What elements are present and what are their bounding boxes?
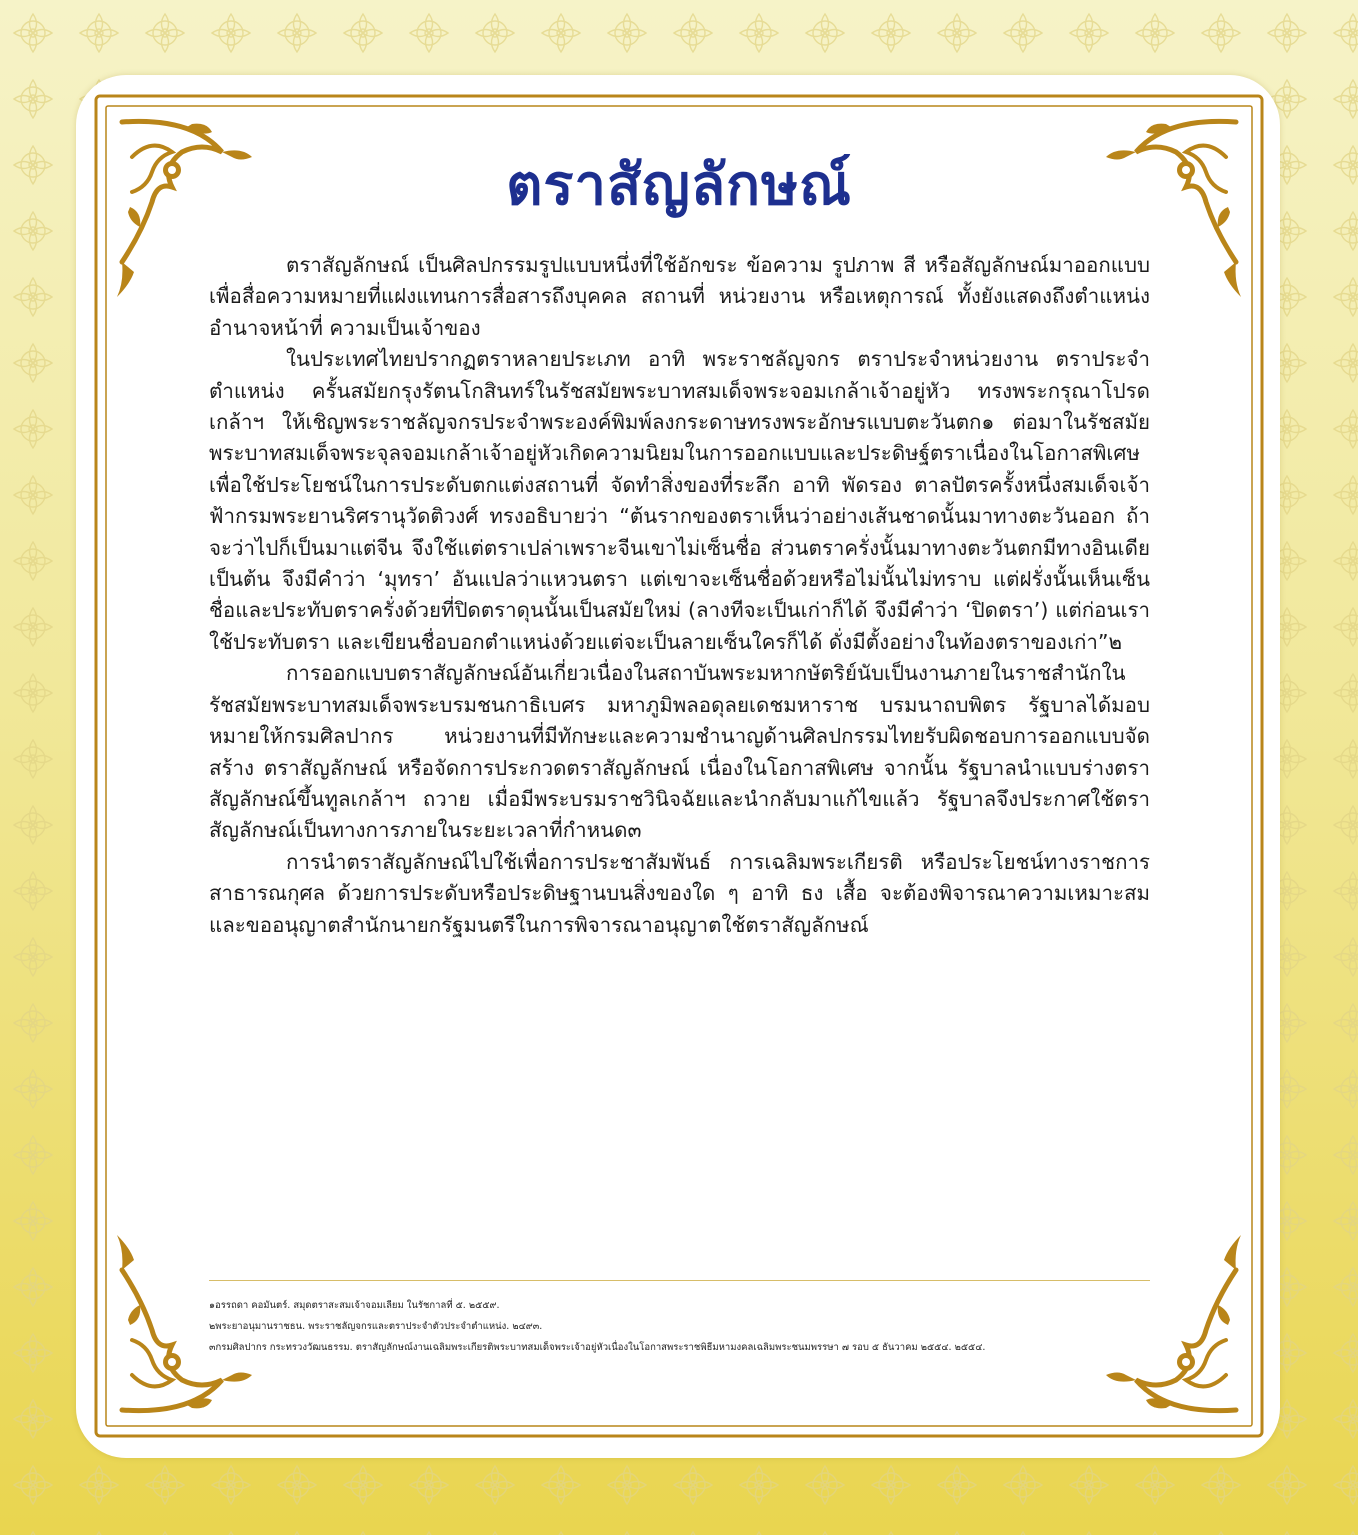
- footnote: ๑อรรถดา คอมันตร์. สมุดตราสะสมเจ้าจอมเลียม ในรัชกาลที่ ๕. ๒๕๕๙.: [209, 1300, 500, 1311]
- paragraph: การนำตราสัญลักษณ์ไปใช้เพื่อการประชาสัมพันธ์ การเฉลิมพระเกียรติ หรือประโยชน์ทางราชการ สาธารณกุศล ด้วยการประดับหรือประดิษฐานบนสิ่งของใด ๆ อาทิ ธง เสื้อ จะต้องพิจารณาความเหมาะสมและขออนุญาตสำนักนายกรัฐมนตรีในการพิจารณาอนุญาตใช้ตราสัญลักษณ์: [209, 849, 1150, 937]
- paragraph: ในประเทศไทยปรากฏตราหลายประเภท อาทิ พระราชลัญจกร ตราประจำหน่วยงาน ตราประจำตำแหน่ง ครั้นสมัยกรุงรัตนโกสินทร์ในรัชสมัยพระบาทสมเด็จพระจอมเกล้าเจ้าอยู่หัว ทรงพระกรุณาโปรดเกล้าฯ ให้เชิญพระราชลัญจกรประจำพระองค์พิมพ์ลงกระดาษทรงพระอักษรแบบตะวันตก๑ ต่อมาในรัชสมัยพระบาทสมเด็จพระจุลจอมเกล้าเจ้าอยู่หัวเกิดความนิยมในการออกแบบและประดิษฐ์ตราเนื่องในโอกาสพิเศษ เพื่อใช้ประโยชน์ในการประดับตกแต่งสถานที่ จัดทำสิ่งของที่ระลึก อาทิ พัดรอง ตาลปัตรครั้งหนึ่งสมเด็จเจ้าฟ้ากรมพระยานริศรานุวัดติวงศ์ ทรงอธิบายว่า “ต้นรากของตราเห็นว่าอย่างเส้นชาดนั้นมาทางตะวันออก ถ้าจะว่าไปก็เป็นมาแต่จีน จึงใช้แต่ตราเปล่าเพราะจีนเขาไม่เซ็นชื่อ ส่วนตราครั่งนั้นมาทางตะวันตกมีทางอินเดียเป็นต้น จึงมีคำว่า ‘มุทรา’ อันแปลว่าแหวนตรา แต่เขาจะเซ็นชื่อด้วยหรือไม่นั้นไม่ทราบ แต่ฝรั่งนั้นเห็นเซ็นชื่อและประทับตราครั่งด้วยที่ปิดตราดุนนั้นเป็นสมัยใหม่ (ลางทีจะเป็นเก่าก็ได้ จึงมีคำว่า ‘ปิดตรา’) แต่ก่อนเราใช้ประทับตรา และเขียนชื่อบอกตำแหน่งด้วยแต่จะเป็นลายเซ็นใครก็ได้ ดั่งมีตั้งอย่างในท้องตราของเก่า”๒: [209, 347, 1150, 654]
- footnote: ๒พระยาอนุมานราชธน. พระราชลัญจกรและตราประจำตัวประจำตำแหน่ง. ๒๔๙๓.: [209, 1321, 543, 1332]
- footnotes: [209, 1295, 1154, 1358]
- paragraph: การออกแบบตราสัญลักษณ์อันเกี่ยวเนื่องในสถาบันพระมหากษัตริย์นับเป็นงานภายในราชสำนักในรัชสมัยพระบาทสมเด็จพระบรมชนกาธิเบศร มหาภูมิพลอดุลยเดชมหาราช บรมนาถบพิตร รัฐบาลได้มอบหมายให้กรมศิลปากร หน่วยงานที่มีทักษะและความชำนาญด้านศิลปกรรมไทยรับผิดชอบการออกแบบจัดสร้าง ตราสัญลักษณ์ หรือจัดการประกวดตราสัญลักษณ์ เนื่องในโอกาสพิเศษ จากนั้น รัฐบาลนำแบบร่างตราสัญลักษณ์ขึ้นทูลเกล้าฯ ถวาย เมื่อมีพระบรมราชวินิจฉัยและนำกลับมาแก้ไขแล้ว รัฐบาลจึงประกาศใช้ตราสัญลักษณ์เป็นทางการภายในระยะเวลาที่กำหนด๓: [209, 661, 1150, 843]
- page-title: ตราสัญลักษณ์: [506, 152, 852, 218]
- body-text: [209, 250, 1150, 941]
- footnote: ๓กรมศิลปากร กระทรวงวัฒนธรรม. ตราสัญลักษณ์งานเฉลิมพระเกียรติพระบาทสมเด็จพระเจ้าอยู่หัวเนื่องในโอกาสพระราชพิธีมหามงคลเฉลิมพระชนมพรรษา ๗ รอบ ๕ ธันวาคม ๒๕๕๔. ๒๕๕๔.: [209, 1342, 986, 1353]
- footnote-divider: [209, 1280, 1150, 1281]
- paragraph: ตราสัญลักษณ์ เป็นศิลปกรรมรูปแบบหนึ่งที่ใช้อักขระ ข้อความ รูปภาพ สี หรือสัญลักษณ์มาออกแบบเพื่อสื่อความหมายที่แฝงแทนการสื่อสารถึงบุคคล สถานที่ หน่วยงาน หรือเหตุการณ์ ทั้งยังแสดงถึงตำแหน่ง อำนาจหน้าที่ ความเป็นเจ้าของ: [209, 253, 1150, 340]
